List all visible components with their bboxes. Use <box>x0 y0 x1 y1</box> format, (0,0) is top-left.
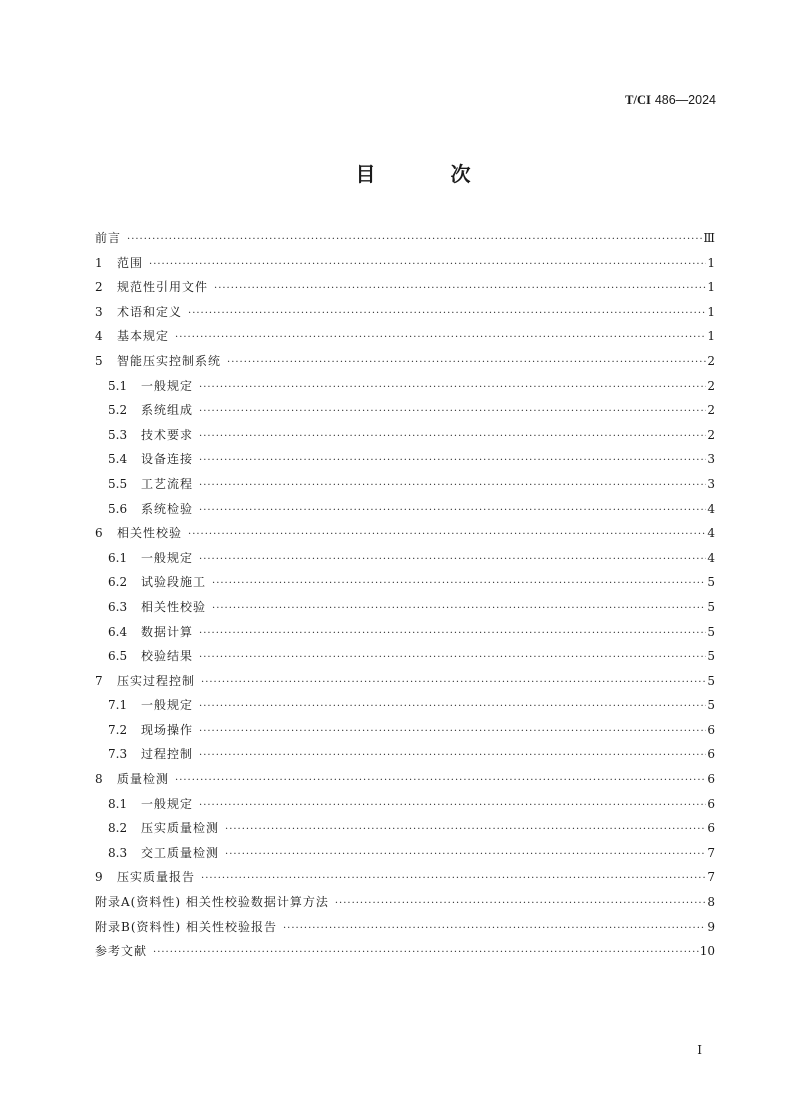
toc-entry[interactable] <box>95 767 715 792</box>
toc-entry-number: 5.3 <box>108 427 128 442</box>
toc-entry-label: 一般规定 <box>141 698 194 713</box>
dot-leader <box>199 400 706 425</box>
toc-entry-page: 4 <box>707 501 715 516</box>
dot-leader <box>227 351 706 376</box>
toc-entry-page: 5 <box>707 575 715 590</box>
toc-entry-page: 10 <box>699 944 715 959</box>
toc-entry[interactable] <box>95 472 715 497</box>
toc-entry-label: 试验段施工 <box>141 575 207 590</box>
toc-entry-number: 1 <box>95 255 103 270</box>
toc-entry[interactable] <box>95 300 715 325</box>
toc-entry[interactable] <box>95 349 715 374</box>
dot-leader <box>225 818 706 843</box>
toc-entry[interactable] <box>95 595 715 620</box>
dot-leader <box>212 572 706 597</box>
toc-entry[interactable] <box>95 890 715 915</box>
dot-leader <box>199 425 706 450</box>
toc-entry-page: 1 <box>707 304 715 319</box>
toc-entry-page: 2 <box>707 353 715 368</box>
dot-leader <box>199 646 706 671</box>
toc-entry-label: 压实过程控制 <box>117 673 196 688</box>
toc-entry-page: 7 <box>707 845 715 860</box>
toc-entry-label: 校验结果 <box>141 649 194 664</box>
toc-entry-label: 工艺流程 <box>141 476 194 491</box>
toc-entry-page: 3 <box>707 476 715 491</box>
toc-entry[interactable] <box>95 669 715 694</box>
dot-leader <box>199 695 706 720</box>
toc-entry-page: 2 <box>707 378 715 393</box>
toc-entry[interactable] <box>95 915 715 940</box>
toc-entry-label: 技术要求 <box>141 427 194 442</box>
dot-leader <box>175 326 706 351</box>
dot-leader <box>199 499 706 524</box>
dot-leader <box>149 253 706 278</box>
toc-entry-page: 3 <box>707 452 715 467</box>
toc-entry-number: 8.2 <box>108 821 128 836</box>
toc-entry-number: 4 <box>95 329 103 344</box>
toc-entry[interactable] <box>95 324 715 349</box>
dot-leader <box>199 622 706 647</box>
toc-entry-label: 交工质量检测 <box>141 845 220 860</box>
toc-entry-number: 5 <box>95 353 103 368</box>
dot-leader <box>199 474 706 499</box>
dot-leader <box>199 449 706 474</box>
dot-leader <box>335 892 707 917</box>
toc-entry-page: 8 <box>707 895 715 910</box>
dot-leader <box>201 671 706 696</box>
toc-entry-page: 5 <box>707 624 715 639</box>
toc-entry-label: 范围 <box>117 255 144 270</box>
toc-entry-page: 6 <box>707 722 715 737</box>
toc-entry[interactable] <box>95 570 715 595</box>
toc-entry-label: 过程控制 <box>141 747 194 762</box>
toc-entry-label: 附录B(资料性) 相关性校验报告 <box>95 919 277 934</box>
standard-code: 486—2024 <box>654 93 716 107</box>
dot-leader <box>283 917 706 942</box>
toc-entry-number: 6.2 <box>108 575 128 590</box>
toc-entry-page: 4 <box>707 550 715 565</box>
toc-entry-number: 5.1 <box>108 378 128 393</box>
dot-leader <box>199 376 706 401</box>
toc-entry-label: 基本规定 <box>117 329 170 344</box>
toc-entry[interactable] <box>95 251 715 276</box>
footer-page-number: I <box>697 1043 702 1057</box>
dot-leader <box>188 302 706 327</box>
toc-entry-label: 系统检验 <box>141 501 194 516</box>
toc-entry-label: 参考文献 <box>95 944 148 959</box>
toc-entry-label: 相关性校验 <box>141 599 207 614</box>
dot-leader <box>127 228 702 253</box>
dot-leader <box>199 720 706 745</box>
toc-entry-page: 5 <box>707 673 715 688</box>
toc-entry-label: 相关性校验 <box>117 526 183 541</box>
toc-entry-page: 6 <box>707 772 715 787</box>
dot-leader <box>153 941 699 966</box>
toc-entry-number: 7.3 <box>108 747 128 762</box>
toc-entry-number: 6.3 <box>108 599 128 614</box>
toc-entry[interactable] <box>95 792 715 817</box>
toc-entry[interactable] <box>95 374 715 399</box>
toc-entry[interactable] <box>95 742 715 767</box>
toc-entry-number: 5.2 <box>108 403 128 418</box>
toc-entry-number: 7.2 <box>108 722 128 737</box>
toc-entry-label: 智能压实控制系统 <box>117 353 222 368</box>
dot-leader <box>201 867 706 892</box>
toc-entry-page: 6 <box>707 796 715 811</box>
toc-entry-page: 1 <box>707 255 715 270</box>
dot-leader <box>199 744 706 769</box>
toc-entry[interactable] <box>95 620 715 645</box>
dot-leader <box>199 794 706 819</box>
dot-leader <box>225 843 706 868</box>
toc-entry-label: 附录A(资料性) 相关性校验数据计算方法 <box>95 895 329 910</box>
toc-entry-label: 压实质量报告 <box>117 870 196 885</box>
toc-entry[interactable] <box>95 521 715 546</box>
toc-entry-label: 一般规定 <box>141 550 194 565</box>
toc-entry-number: 6.1 <box>108 550 128 565</box>
table-of-contents <box>95 226 715 964</box>
toc-entry-page: 5 <box>707 599 715 614</box>
toc-entry-label: 数据计算 <box>141 624 194 639</box>
toc-entry-number: 6.4 <box>108 624 128 639</box>
dot-leader <box>199 548 706 573</box>
toc-entry-label: 压实质量检测 <box>141 821 220 836</box>
toc-entry-number: 2 <box>95 280 103 295</box>
page-title: 目 次 <box>355 162 505 186</box>
toc-entry[interactable] <box>95 718 715 743</box>
toc-entry-page: 1 <box>707 280 715 295</box>
toc-entry-label: 设备连接 <box>141 452 194 467</box>
toc-entry-page: 2 <box>707 427 715 442</box>
toc-entry-label: 一般规定 <box>141 796 194 811</box>
toc-entry-page: 9 <box>707 919 715 934</box>
toc-entry-number: 7 <box>95 673 103 688</box>
toc-entry[interactable] <box>95 841 715 866</box>
dot-leader <box>175 769 706 794</box>
toc-entry[interactable] <box>95 447 715 472</box>
standard-prefix: T/CI <box>625 93 651 107</box>
toc-entry-label: 现场操作 <box>141 722 194 737</box>
toc-entry[interactable] <box>95 865 715 890</box>
toc-entry[interactable] <box>95 546 715 571</box>
toc-entry-number: 6.5 <box>108 649 128 664</box>
toc-entry-page: 2 <box>707 403 715 418</box>
toc-entry-number: 5.4 <box>108 452 128 467</box>
toc-entry-page: 5 <box>707 698 715 713</box>
toc-entry-page: 7 <box>707 870 715 885</box>
toc-entry-page: 4 <box>707 526 715 541</box>
standard-number <box>625 92 716 108</box>
toc-entry-label: 规范性引用文件 <box>117 280 209 295</box>
dot-leader <box>214 277 706 302</box>
toc-entry-number: 5.6 <box>108 501 128 516</box>
toc-entry-number: 8.1 <box>108 796 128 811</box>
toc-entry-page: 6 <box>707 747 715 762</box>
toc-entry-number: 8 <box>95 772 103 787</box>
toc-entry[interactable] <box>95 693 715 718</box>
toc-entry-label: 质量检测 <box>117 772 170 787</box>
toc-entry-number: 3 <box>95 304 103 319</box>
toc-entry-page: 5 <box>707 649 715 664</box>
toc-entry[interactable] <box>95 398 715 423</box>
toc-entry[interactable] <box>95 816 715 841</box>
toc-entry-number: 6 <box>95 526 103 541</box>
toc-entry-page: Ⅲ <box>703 231 715 245</box>
dot-leader <box>212 597 706 622</box>
toc-entry[interactable] <box>95 497 715 522</box>
toc-entry-number: 7.1 <box>108 698 128 713</box>
toc-entry[interactable] <box>95 275 715 300</box>
toc-entry-label: 一般规定 <box>141 378 194 393</box>
toc-entry-number: 9 <box>95 870 103 885</box>
toc-entry[interactable] <box>95 644 715 669</box>
toc-entry-label: 前言 <box>95 231 122 245</box>
toc-entry[interactable] <box>95 939 715 964</box>
toc-entry-label: 术语和定义 <box>117 304 183 319</box>
toc-entry-number: 5.5 <box>108 476 128 491</box>
toc-entry-page: 1 <box>707 329 715 344</box>
dot-leader <box>188 523 706 548</box>
toc-entry-label: 系统组成 <box>141 403 194 418</box>
toc-entry[interactable] <box>95 423 715 448</box>
toc-entry-page: 6 <box>707 821 715 836</box>
toc-entry[interactable] <box>95 226 715 251</box>
toc-entry-number: 8.3 <box>108 845 128 860</box>
